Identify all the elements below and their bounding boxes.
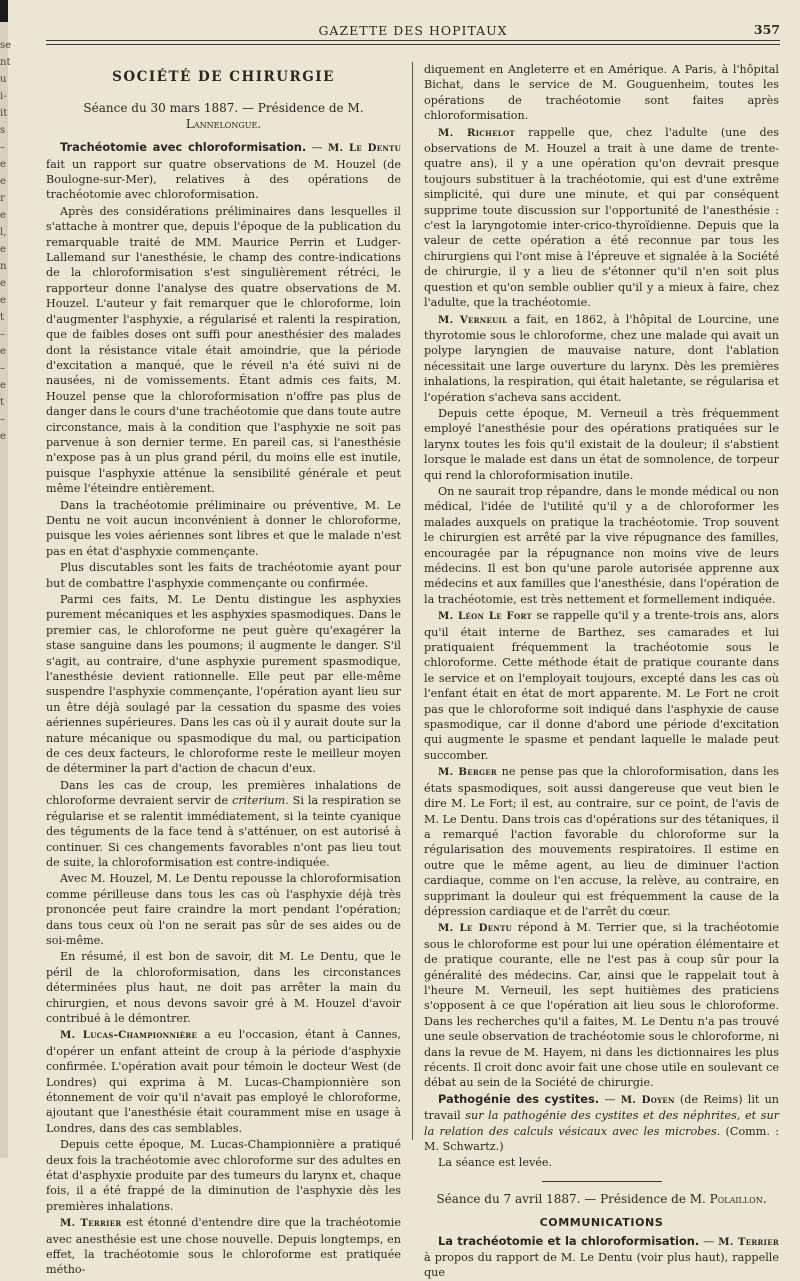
paragraph: Pathogénie des cystites. — M. Doyen (de Reims) lit un travail sur la pathogénie des cystites et des néphrites, et sur la relation des calculs vésicaux avec les microbes. (Comm. : M. Schwartz.)	[424, 1091, 779, 1154]
gutter-fragment: e	[0, 431, 6, 442]
column-divider	[412, 62, 413, 1140]
paragraph: Après des considérations préliminaires dans lesquelles il s'attache à montrer que, depuis l'époque de la publication du remarquable traité de MM. Maurice Perrin et Ludger-Lallemand sur l'anesthésie, le champ des contre-indications de la chloroformisation s'est singulièrement rétréci, le rapporteur donne l'analyse des quatre observations de M. Houzel. L'auteur y fait remarquer que le chloroforme, loin d'augmenter l'asphyxie, a régularisé et ralenti la respiration, que de faibles doses ont suffi pour anesthésier des malades dont la résistance vitale était amoindrie, que la période d'excitation a manqué, que le réveil n'a été suivi ni de nausées, ni de vomissements. Étant admis ces faits, M. Houzel pense que la chloroformisation n'offre pas plus de danger dans le cours d'une trachéotomie que dans toute autre circonstance, mais à la condition que l'asphyxie ne soit pas parvenue à son dernier terme. En pareil cas, si l'anesthésie n'expose pas à un plus grand péril, du moins elle est inutile, puisque l'asphyxie atténue la sensibilité générale et peut même l'éteindre entièrement.	[46, 204, 401, 496]
gutter-fragment: –	[0, 363, 5, 374]
gutter-fragment: nt	[0, 57, 11, 68]
gutter-fragment: e	[0, 176, 6, 187]
paragraph: M. Richelot rappelle que, chez l'adulte (une des observations de M. Houzel a trait à une dame de trente-quatre ans), il y a une opération qu'on devrait presque toujours substituer à la trachéotomie, qui est d'une extrême simplicité, qui dure une minute, et qui par conséquent supprime toute discussion sur l'opportunité de l'anesthésie : c'est la laryngotomie inter-crico-thyroïdienne. Depuis que la valeur de cette opération a été reconnue par tous les chirurgiens qui l'ont mise à l'épreuve et signalée à la Société de chirurgie, il y a lieu de s'étonner qu'il n'en soit plus question et qu'on semble oublier qu'il y a mieux à faire, chez l'adulte, que la trachéotomie.	[424, 125, 779, 310]
paragraph: M. Lucas-Championnière a eu l'occasion, étant à Cannes, d'opérer un enfant atteint de croup à la période d'asphyxie confirmée. L'opération avait pour témoin le docteur West (de Londres) qui exprima à M. Lucas-Championnière son étonnement de voir qu'il n'avait pas employé le chloroforme, ajoutant que l'anesthésie était couramment mise en usage à Londres, dans des cas semblables.	[46, 1028, 401, 1135]
gutter-fragment: –	[0, 142, 5, 153]
paragraph: Dans les cas de croup, les premières inhalations de chloroforme devraient servir de criterium. Si la respiration se régularise et se ralentit immédiatement, si la teinte cyanique des téguments de la face tend à s'atténuer, on est autorisé à continuer. Si ces changements favorables n'ont pas lieu tout de suite, la chloroformisation est contre-indiquée.	[46, 778, 401, 869]
gutter-fragment: e	[0, 244, 6, 255]
speaker-name: M. Le Dentu	[438, 922, 513, 935]
gutter-fragment: r	[0, 193, 5, 204]
gutter-fragment: l,	[0, 227, 7, 238]
seance-line: Séance du 30 mars 1887. — Présidence de M. Lannelongue.	[83, 101, 364, 131]
paragraph: Dans la trachéotomie préliminaire ou préventive, M. Le Dentu ne voit aucun inconvénient à donner le chloroforme, puisque les voies aériennes sont libres et que le malade n'est pas en état d'asphyxie commençante.	[46, 498, 401, 558]
binding-tab	[0, 0, 8, 22]
paragraph: Depuis cette époque, M. Lucas-Championnière a pratiqué deux fois la trachéotomie avec chloroforme sur des adultes en état d'asphyxie produite par des tumeurs du larynx et, chaque fois, il a été frappé de la diminution de l'asphyxie dès les premières inhalations.	[46, 1138, 401, 1213]
paragraph: Avec M. Houzel, M. Le Dentu repousse la chloroformisation comme périlleuse dans tous les cas où l'asphyxie déjà très prononcée peut faire craindre la mort pendant l'opération; dans tous ceux où l'on ne serait pas sûr de ses aides ou de soi-même.	[46, 872, 401, 947]
speaker-name: M. Richelot	[438, 126, 515, 139]
communications-heading: COMMUNICATIONS	[539, 1216, 664, 1230]
paragraph: Depuis cette époque, M. Verneuil a très fréquemment employé l'anesthésie pour des opérations pratiquées sur le larynx toutes les fois qu'il existait de la douleur; il s'abstient lorsque le malade est dans un état de somnolence, de torpeur qui rend la chloroformisation inutile.	[424, 406, 779, 482]
paragraph: diquement en Angleterre et en Amérique. A Paris, à l'hôpital Bichat, dans le service de M. Gouguenheim, toutes les opérations de trachéotomie sont faites après chloroformisation.	[424, 63, 779, 123]
topic-heading: La trachéotomie et la chloroformisation.	[438, 1233, 700, 1248]
gutter-fragment: s	[0, 125, 6, 136]
paragraph: M. Berger ne pense pas que la chloroformisation, dans les états spasmodiques, soit aussi dangereuse que veut bien le dire M. Le Fort; il est, au contraire, sur ce point, de l'avis de M. Le Dentu. Dans trois cas d'opérations sur des tétaniques, il a remarqué l'action favorable du chloroforme sur la régularisation des mouvements respiratoires. Il estime en outre que le même agent, au lieu de diminuer l'action cardiaque, comme on l'en accuse, la relève, au contraire, en supprimant la douleur qui est fréquemment la cause de la dépression cardiaque et de l'arrêt du cœur.	[424, 765, 779, 918]
text-columns	[46, 62, 780, 1280]
gutter-fragment: e	[0, 346, 6, 357]
paragraph: On ne saurait trop répandre, dans le monde médical ou non médical, l'idée de l'utilité qu'il y a de chloroformer les malades auxquels on pratique la trachéotomie. Trop souvent le chirurgien est arrêté par la vive répugnance des familles, encouragée par la répugnance non moins vive de leurs médecins. Il est bon qu'une parole autorisée apprenne aux médecins et aux familles que l'anesthésie, dans l'opération de la trachéotomie, est très nettement et formellement indiquée.	[424, 484, 779, 606]
gutter-fragment: it	[0, 108, 8, 119]
gutter-fragment: e	[0, 159, 6, 170]
gutter-fragment: t	[0, 397, 5, 408]
topic-heading: Trachéotomie avec chloroformisation.	[60, 140, 307, 155]
gutter-fragment: u	[0, 74, 7, 85]
newspaper-page	[46, 18, 780, 1280]
adjacent-page-fragments	[0, 40, 12, 448]
column-right	[424, 62, 779, 1280]
running-header	[46, 18, 780, 41]
paragraph: La trachéotomie et la chloroformisation. — M. Terrier à propos du rapport de M. Le Dentu (voir plus haut), rappelle que	[424, 1233, 779, 1280]
speaker-name: M. Berger	[438, 766, 498, 779]
paragraph: Trachéotomie avec chloroformisation. — M. Le Dentu fait un rapport sur quatre observations de M. Houzel (de Boulogne-sur-Mer), relatives à des opérations de trachéotomie avec chloroformisation.	[46, 140, 401, 202]
president-name: Polaillon.	[709, 1191, 767, 1206]
seance-line: Séance du 7 avril 1887. — Présidence de M. Polaillon.	[436, 1191, 767, 1206]
gutter-fragment: –	[0, 414, 5, 425]
topic-heading: Pathogénie des cystites.	[438, 1091, 600, 1106]
paragraph: Parmi ces faits, M. Le Dentu distingue les asphyxies purement mécaniques et les asphyxies spasmodiques. Dans le premier cas, le chloroforme ne peut guère qu'exagérer la stase sanguine dans les poumons; il augmente le danger. S'il s'agit, au contraire, d'une asphyxie purement spasmodique, l'anesthésie devient rationnelle. Elle peut par elle-même suspendre l'asphyxie commençante, l'opération ayant lieu sur un être déjà soulagé par la cessation du spasme des voies aériennes supérieures. Dans les cas où il y aurait doute sur la nature mécanique ou spasmodique du mal, ou participation de ces deux facteurs, le chloroforme reste le meilleur moyen de déterminer la part d'action de chacun d'eux.	[46, 593, 401, 776]
gutter-fragment: e	[0, 380, 6, 391]
closing-line: La séance est levée.	[438, 1156, 553, 1170]
gutter-fragment: se	[0, 40, 12, 51]
speaker-name: M. Verneuil	[438, 313, 508, 326]
italic-title: sur la pathogénie des cystites et des néphrites, et sur la relation des calculs vésicaux avec les microbes.	[424, 1109, 779, 1138]
section-title: SOCIÉTÉ DE CHIRURGIE	[112, 69, 335, 85]
speaker-name: M. Léon Le Fort	[438, 610, 532, 623]
speaker-name: M. Terrier	[60, 1217, 122, 1230]
gutter-fragment: t	[0, 312, 5, 323]
paragraph: M. Terrier est étonné d'entendre dire que la trachéotomie avec anesthésie est une chose nouvelle. Depuis longtemps, en effet, la trachéotomie sous le chloroforme est pratiquée métho-	[46, 1216, 401, 1277]
header-rule	[46, 41, 780, 45]
gutter-fragment: e	[0, 278, 6, 289]
gutter-fragment: i-	[0, 91, 7, 102]
italic-term: criterium	[232, 794, 286, 808]
section-rule	[542, 1181, 662, 1182]
page-number: 357	[753, 22, 780, 37]
speaker-name: M. Doyen	[620, 1093, 675, 1106]
paragraph: En résumé, il est bon de savoir, dit M. Le Dentu, que le péril de la chloroformisation, dans les circonstances déterminées plus haut, ne doit pas arrêter la main du chirurgien, et nous devons savoir gré à M. Houzel d'avoir contribué à le démontrer.	[46, 950, 401, 1025]
gutter-fragment: e	[0, 295, 6, 306]
paragraph: M. Léon Le Fort se rappelle qu'il y a trente-trois ans, alors qu'il était interne de Barthez, ses camarades et lui pratiquaient fréquemment la trachéotomie sous le chloroforme. Cette méthode était de pratique courante dans le service et on l'employait toujours, excepté dans les cas où l'enfant était en état de mort apparente. M. Le Fort ne croit pas que le chloroforme soit indiqué dans l'asphyxie de cause spasmodique, car il donne d'abord une période d'excitation qui augmente le spasme et pendant laquelle le malade peut succomber.	[424, 609, 779, 762]
column-left	[46, 62, 401, 1277]
speaker-name: M. Lucas-Championnière	[60, 1029, 198, 1042]
president-name: Lannelongue.	[185, 116, 262, 131]
gutter-fragment: –	[0, 329, 5, 340]
gutter-fragment: e	[0, 210, 6, 221]
journal-title: GAZETTE DES HOPITAUX	[318, 23, 508, 38]
paragraph: Plus discutables sont les faits de trachéotomie ayant pour but de combattre l'asphyxie commençante ou confirmée.	[46, 561, 401, 590]
paragraph: M. Le Dentu répond à M. Terrier que, si la trachéotomie sous le chloroforme est pour lui une opération élémentaire et de pratique courante, elle ne l'est pas à coup sûr pour la généralité des médecins. Car, ainsi que le rappelait tout à l'heure M. Verneuil, les sept huitièmes des praticiens s'opposent à ce que l'opération ait lieu sous le chloroforme. Dans les recherches qu'il a faites, M. Le Dentu n'a pas trouvé une seule observation de trachéotomie sous le chloroforme, ni dans la revue de M. Hayem, ni dans les dictionnaires les plus récents. Il croit donc avoir fait une chose utile en soulevant ce débat au sein de la Société de chirurgie.	[424, 921, 779, 1090]
speaker-name: M. Le Dentu	[327, 142, 401, 155]
gutter-fragment: n	[0, 261, 7, 272]
speaker-name: M. Terrier	[718, 1235, 779, 1248]
paragraph: M. Verneuil a fait, en 1862, à l'hôpital de Lourcine, une thyrotomie sous le chloroforme, chez une malade qui avait un polype laryngien de mauvaise nature, dont l'ablation nécessitait une large ouverture du larynx. Dès les premières inhalations, la respiration, qui était haletante, se régularisa et l'opération s'acheva sans accident.	[424, 312, 779, 404]
